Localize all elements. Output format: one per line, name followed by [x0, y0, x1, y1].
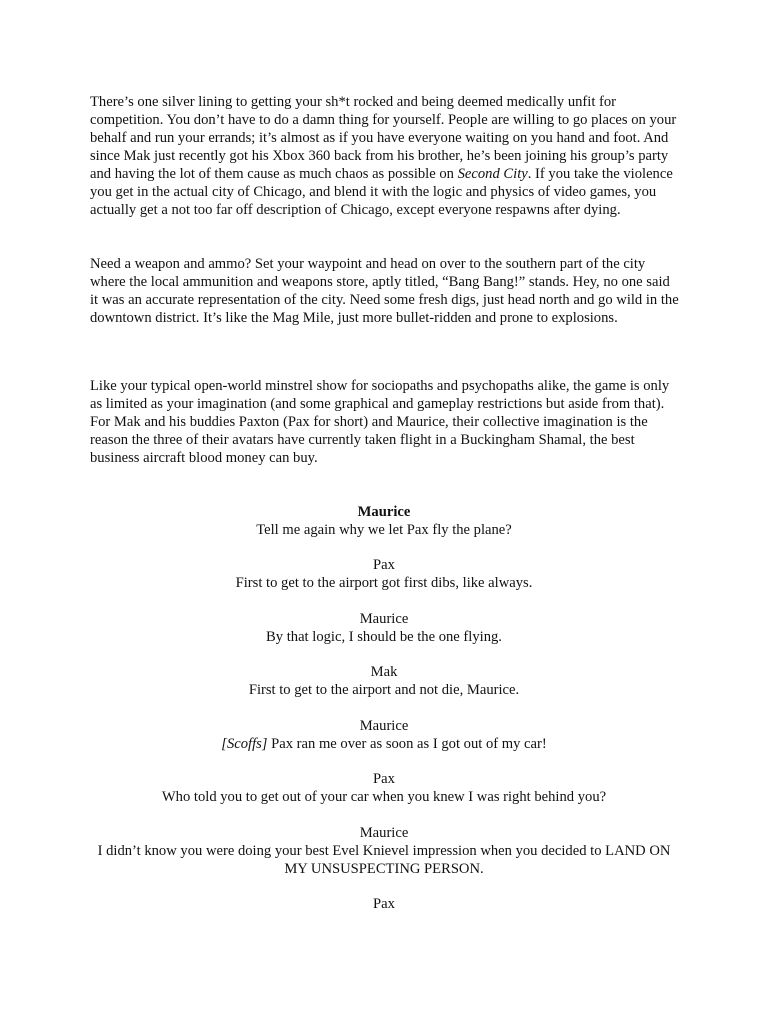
dialogue-line: I didn’t know you were doing your best Evel Knievel impression when you decided to LAND ON MY UNSUSPECTING PERSON.	[97, 843, 671, 877]
dialogue-line: By that logic, I should be the one flying.	[266, 629, 502, 645]
dialogue-line: First to get to the airport got first dibs, like always.	[235, 575, 533, 591]
paragraph-city: Need a weapon and ammo? Set your waypoint and head on over to the southern part of the city where the local ammunition and weapons store, aptly titled, “Bang Bang!” stands. Hey, no one said it was an accurate representation of the city. Need some fresh digs, just head north and go wild in the downtown district. It’s like the Mag Mile, just more bullet-ridden and prone to explosions.	[90, 256, 679, 326]
dialogue-text: Pax ran me over as soon as I got out of my car!	[267, 736, 547, 752]
paragraph-intro	[90, 93, 680, 219]
speaker-name: Mak	[370, 664, 398, 680]
speaker-name: Maurice	[359, 825, 409, 841]
paragraph-text: . If you take the violence you get in the actual city of Chicago, and blend it with the logic and physics of video games, you actually get a not too far off description of Chicago, except everyone respawns after dying.	[90, 166, 673, 218]
dialogue-line: Tell me again why we let Pax fly the plane?	[256, 522, 512, 538]
speaker-name: Pax	[373, 896, 395, 912]
paragraph-game: Like your typical open-world minstrel show for sociopaths and psychopaths alike, the game is only as limited as your imagination (and some graphical and gameplay restrictions but aside from that). For Mak and his buddies Paxton (Pax for short) and Maurice, their collective imagination is the reason the three of their avatars have currently taken flight in a Buckingham Shamal, the best business aircraft blood money can buy.	[90, 378, 670, 466]
dialogue-line: First to get to the airport and not die, Maurice.	[248, 682, 520, 698]
speaker-name: Maurice	[359, 718, 409, 734]
speaker-name: Pax	[373, 771, 395, 787]
game-title: Second City	[457, 166, 528, 182]
stage-direction: [Scoffs]	[221, 736, 268, 752]
speaker-name: Maurice	[359, 611, 409, 627]
speaker-name: Maurice	[357, 504, 411, 520]
paragraph-text: There’s one silver lining to getting your sh*t rocked and being deemed medically unfit for competition. You don’t have to do a damn thing for yourself. People are willing to go places on your behalf and run your errands; it’s almost as if you have everyone waiting on you hand and foot. And since Mak just recently got his Xbox 360 back from his brother, he’s been joining his group’s party and having the lot of them cause as much chaos as possible on	[90, 94, 677, 182]
dialogue-line: Who told you to get out of your car when you knew I was right behind you?	[161, 789, 607, 805]
speaker-name: Pax	[373, 557, 395, 573]
dialogue-line	[60, 735, 708, 753]
